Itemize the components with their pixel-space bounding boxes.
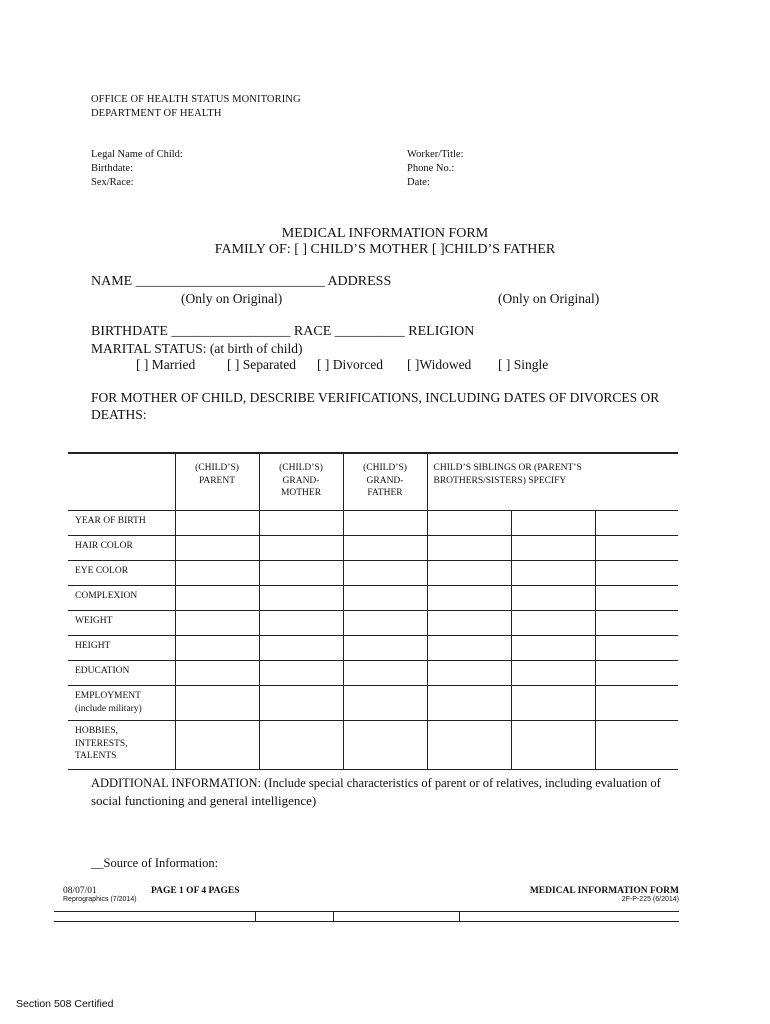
only-original-note-2: (Only on Original) xyxy=(498,291,600,306)
header-blank-cell xyxy=(68,453,175,511)
table-row xyxy=(68,636,678,661)
footer-divider xyxy=(459,911,460,921)
marital-status-label: MARITAL STATUS: (at birth of child) xyxy=(91,341,303,356)
table-cell[interactable] xyxy=(427,686,511,721)
table-row xyxy=(68,536,678,561)
table-cell[interactable] xyxy=(511,586,595,611)
table-cell[interactable] xyxy=(427,536,511,561)
table-cell[interactable] xyxy=(511,636,595,661)
table-cell[interactable] xyxy=(595,561,678,586)
family-history-table xyxy=(68,452,678,770)
footer-page-number: PAGE 1 OF 4 PAGES xyxy=(151,886,240,896)
footer-form-name: MEDICAL INFORMATION FORM xyxy=(529,886,679,896)
table-cell[interactable] xyxy=(259,561,343,586)
table-cell[interactable] xyxy=(427,661,511,686)
row-label-complexion: COMPLEXION xyxy=(68,586,175,611)
footer-date: 08/07/01 xyxy=(63,886,97,896)
table-cell[interactable] xyxy=(511,661,595,686)
table-cell[interactable] xyxy=(259,586,343,611)
mother-instructions-line1: FOR MOTHER OF CHILD, DESCRIBE VERIFICATIONS, INCLUDING DATES OF DIVORCES OR xyxy=(91,390,660,405)
footer-rule-bottom xyxy=(54,921,679,922)
section-508-certified: Section 508 Certified xyxy=(16,998,114,1010)
divorced-checkbox[interactable]: [ ] Divorced xyxy=(317,357,383,372)
only-original-note-1: (Only on Original) xyxy=(181,291,283,306)
row-label-height: HEIGHT xyxy=(68,636,175,661)
col-header-grandfather: (CHILD’S) GRAND- FATHER xyxy=(343,453,427,511)
col-header-siblings: CHILD’S SIBLINGS OR (PARENT’S BROTHERS/SISTERS) SPECIFY xyxy=(427,453,678,511)
mother-instructions-line2: DEATHS: xyxy=(91,407,147,422)
table-row xyxy=(68,686,678,721)
department-name: DEPARTMENT OF HEALTH xyxy=(91,108,222,119)
table-cell[interactable] xyxy=(343,686,427,721)
table-cell[interactable] xyxy=(427,561,511,586)
table-cell[interactable] xyxy=(511,561,595,586)
row-label-hair-color: HAIR COLOR xyxy=(68,536,175,561)
row-label-education: EDUCATION xyxy=(68,661,175,686)
footer-form-code: 2F-P-225 (6/2014) xyxy=(621,896,679,903)
col-header-grandmother: (CHILD’S) GRAND- MOTHER xyxy=(259,453,343,511)
table-cell[interactable] xyxy=(259,511,343,536)
footer-divider xyxy=(255,911,256,921)
table-cell[interactable] xyxy=(511,511,595,536)
table-cell[interactable] xyxy=(259,636,343,661)
table-cell[interactable] xyxy=(259,686,343,721)
col-header-parent: (CHILD’S) PARENT xyxy=(175,453,259,511)
table-cell[interactable] xyxy=(175,536,259,561)
phone-label: Phone No.: xyxy=(407,163,455,174)
table-cell[interactable] xyxy=(343,536,427,561)
footer-divider xyxy=(333,911,334,921)
table-cell[interactable] xyxy=(427,511,511,536)
footer-rule-top xyxy=(54,911,679,912)
table-cell[interactable] xyxy=(175,661,259,686)
table-cell[interactable] xyxy=(595,511,678,536)
single-checkbox[interactable]: [ ] Single xyxy=(498,357,549,372)
table-cell[interactable] xyxy=(175,636,259,661)
table-cell[interactable] xyxy=(595,586,678,611)
table-row xyxy=(68,561,678,586)
table-cell[interactable] xyxy=(427,611,511,636)
additional-info-line2: social functioning and general intelligence) xyxy=(91,793,317,808)
table-row xyxy=(68,721,678,770)
table-row xyxy=(68,661,678,686)
table-cell[interactable] xyxy=(343,561,427,586)
footer-reprographics: Reprographics (7/2014) xyxy=(63,896,137,903)
table-header-row xyxy=(68,453,678,511)
legal-name-label: Legal Name of Child: xyxy=(91,149,183,160)
table-cell[interactable] xyxy=(343,586,427,611)
row-label-eye-color: EYE COLOR xyxy=(68,561,175,586)
table-cell[interactable] xyxy=(259,611,343,636)
separated-checkbox[interactable]: [ ] Separated xyxy=(227,357,296,372)
table-cell[interactable] xyxy=(595,721,678,770)
table-cell[interactable] xyxy=(511,686,595,721)
date-label: Date: xyxy=(407,177,430,188)
office-name: OFFICE OF HEALTH STATUS MONITORING xyxy=(91,94,301,105)
row-label-year-of-birth: YEAR OF BIRTH xyxy=(68,511,175,536)
table-cell[interactable] xyxy=(175,611,259,636)
table-cell[interactable] xyxy=(175,561,259,586)
widowed-checkbox[interactable]: [ ]Widowed xyxy=(407,357,472,372)
table-cell[interactable] xyxy=(343,661,427,686)
table-cell[interactable] xyxy=(175,721,259,770)
table-cell[interactable] xyxy=(343,721,427,770)
married-checkbox[interactable]: [ ] Married xyxy=(136,357,196,372)
additional-info-line1: ADDITIONAL INFORMATION: (Include special characteristics of parent or of relatives, including evaluation of xyxy=(91,776,661,790)
table-row xyxy=(68,511,678,536)
birthdate-race-religion-line: BIRTHDATE _________________ RACE __________ RELIGION xyxy=(91,324,475,339)
table-cell[interactable] xyxy=(595,661,678,686)
table-cell[interactable] xyxy=(511,721,595,770)
table-cell[interactable] xyxy=(427,721,511,770)
table-cell[interactable] xyxy=(511,536,595,561)
table-row xyxy=(68,586,678,611)
table-cell[interactable] xyxy=(259,536,343,561)
table-cell[interactable] xyxy=(595,686,678,721)
name-address-line: NAME ___________________________ ADDRESS xyxy=(91,274,392,289)
table-cell[interactable] xyxy=(595,611,678,636)
table-cell[interactable] xyxy=(427,586,511,611)
table-cell[interactable] xyxy=(427,636,511,661)
table-cell[interactable] xyxy=(511,611,595,636)
table-cell[interactable] xyxy=(259,721,343,770)
sex-race-label: Sex/Race: xyxy=(91,177,134,188)
table-cell[interactable] xyxy=(175,511,259,536)
form-title: MEDICAL INFORMATION FORM xyxy=(281,226,489,241)
worker-title-label: Worker/Title: xyxy=(407,149,464,160)
table-row xyxy=(68,611,678,636)
source-of-information-label: __Source of Information: xyxy=(91,856,219,870)
table-cell[interactable] xyxy=(175,686,259,721)
family-of-line: FAMILY OF: [ ] CHILD’S MOTHER [ ]CHILD’S FATHER xyxy=(214,242,556,257)
row-label-weight: WEIGHT xyxy=(68,611,175,636)
table-cell[interactable] xyxy=(343,611,427,636)
table-cell[interactable] xyxy=(343,636,427,661)
table-cell[interactable] xyxy=(595,636,678,661)
table-cell[interactable] xyxy=(259,661,343,686)
row-label-employment: EMPLOYMENT (include military) xyxy=(68,686,175,721)
birthdate-label: Birthdate: xyxy=(91,163,133,174)
row-label-hobbies: HOBBIES, INTERESTS, TALENTS xyxy=(68,721,175,770)
table-cell[interactable] xyxy=(175,586,259,611)
table-cell[interactable] xyxy=(595,536,678,561)
table-cell[interactable] xyxy=(343,511,427,536)
